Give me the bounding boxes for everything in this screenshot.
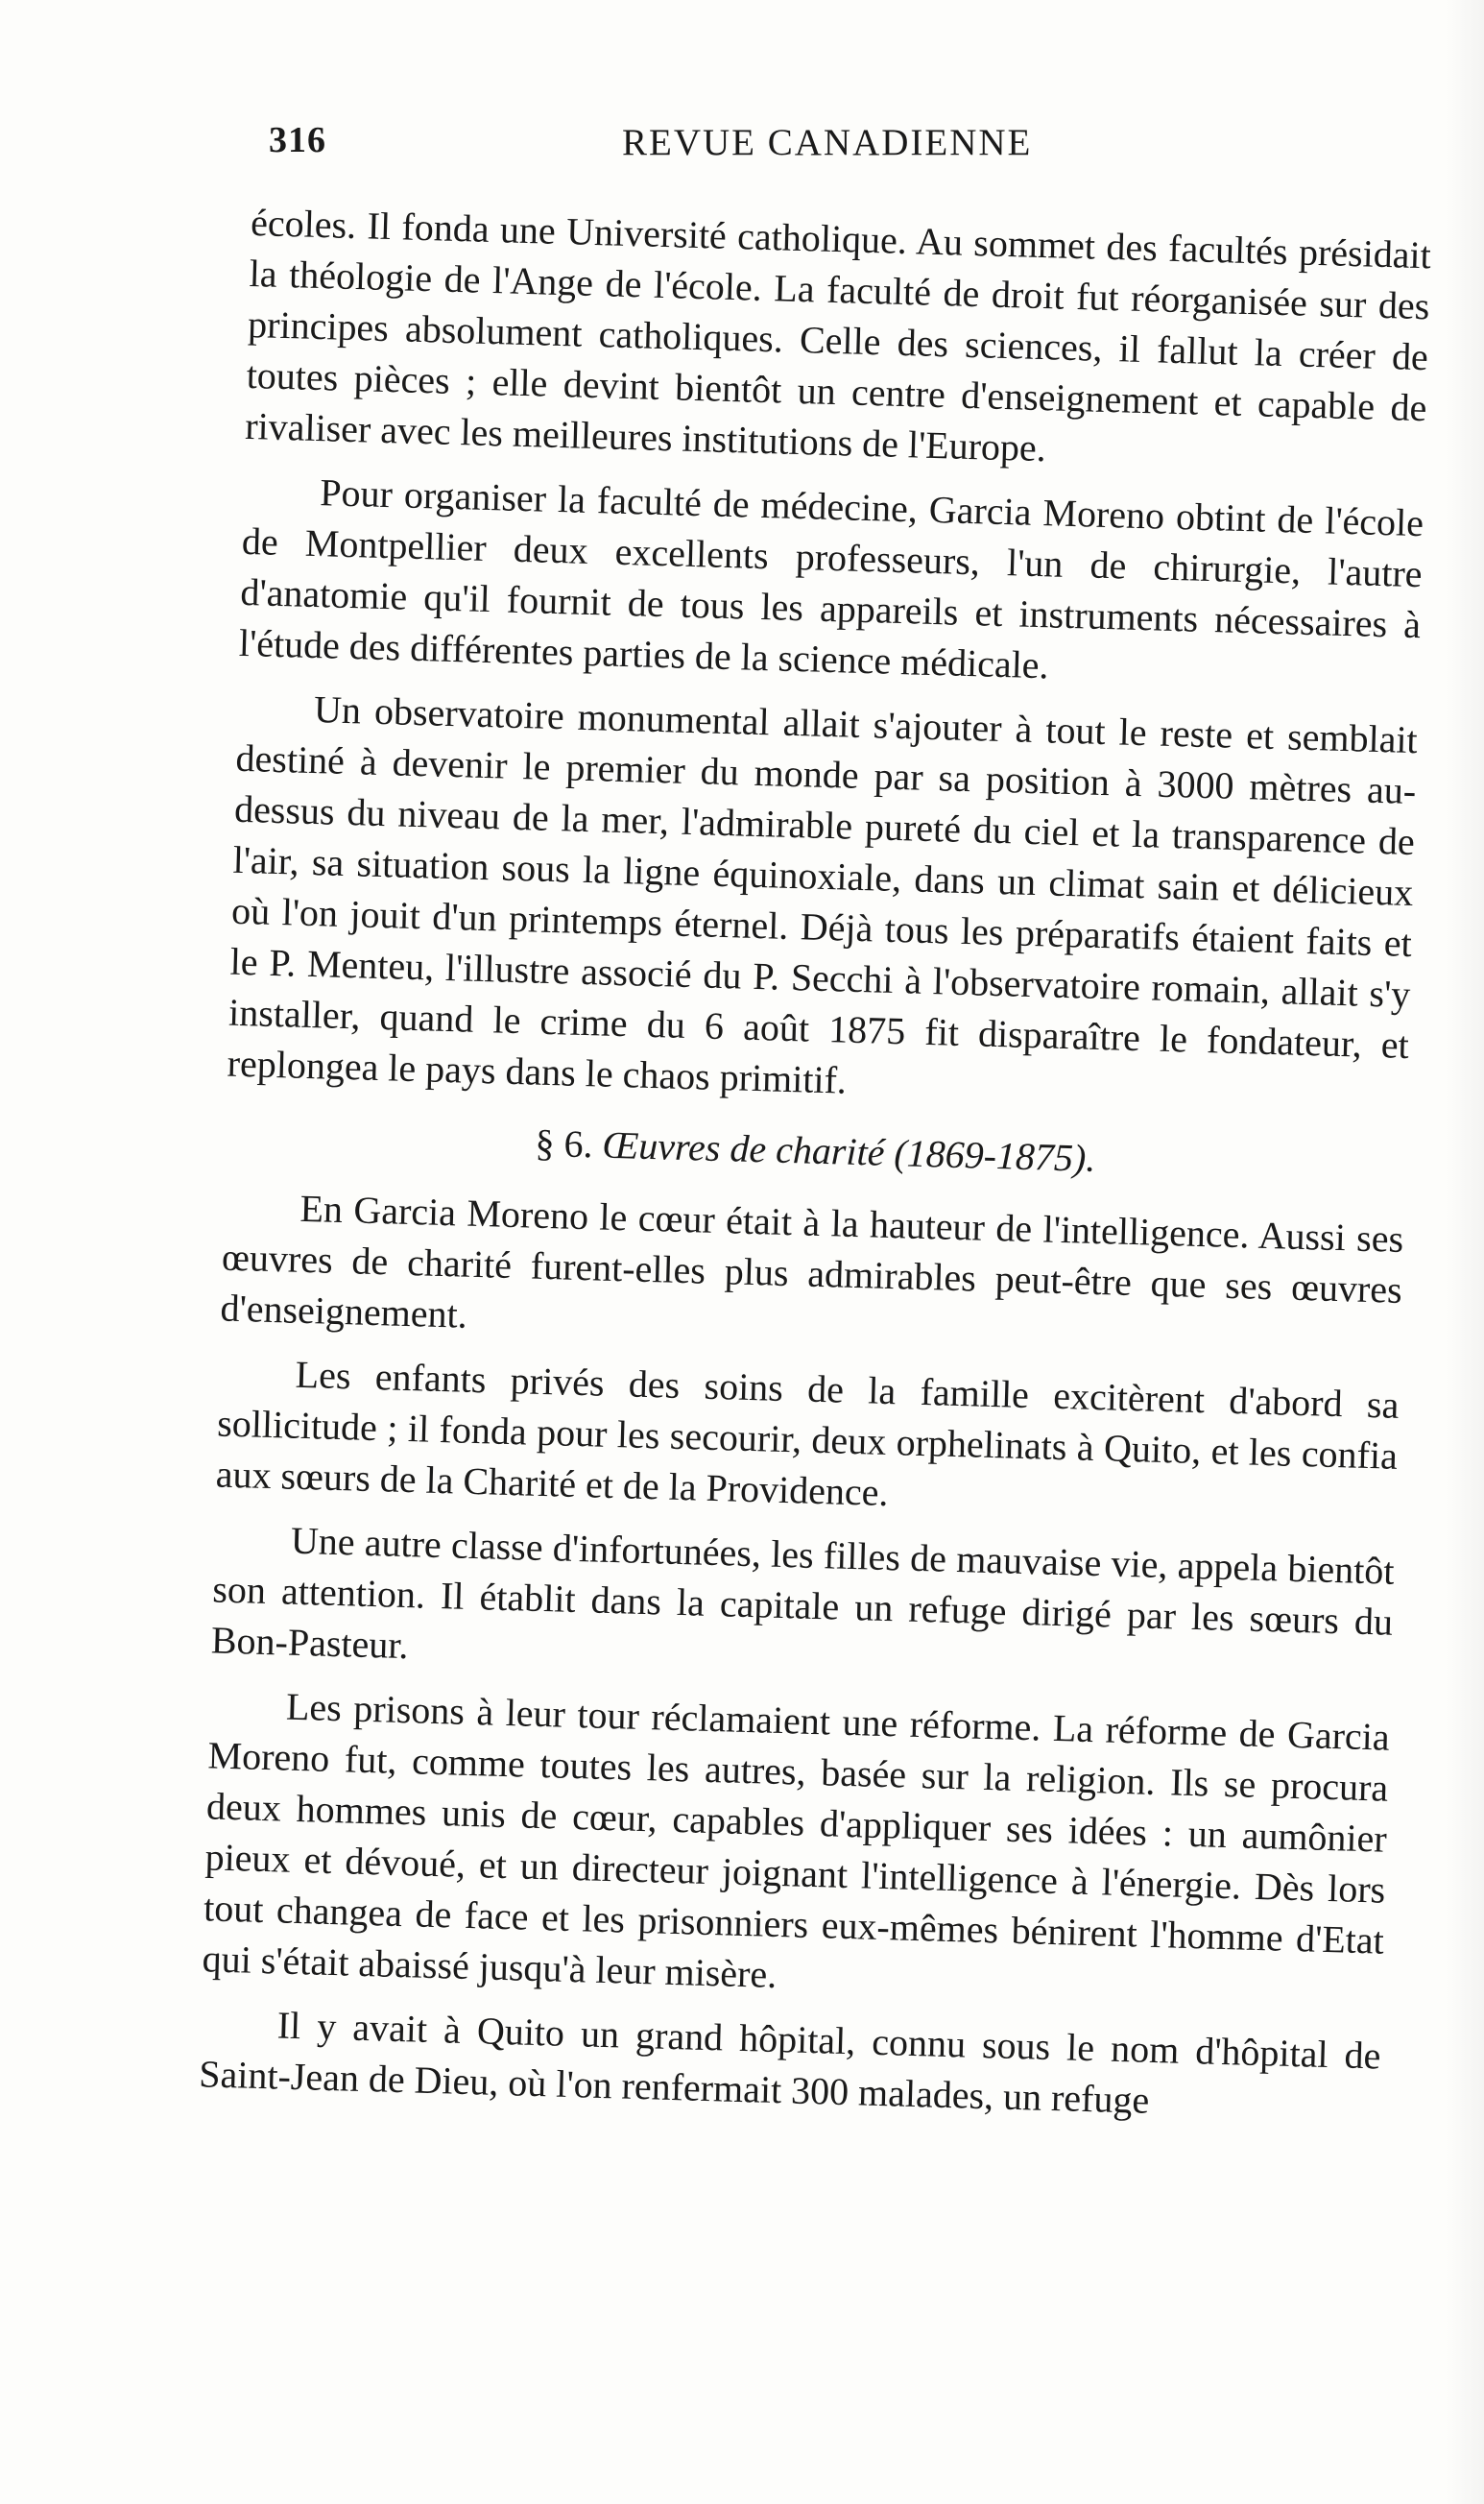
paragraph: Pour organiser la faculté de médecine, Garcia Moreno obtint de l'école de Montpellier deux excellents professeurs, l'un de chirurgie, l'autre d'anatomie qu'il fournit de tous les appareils et instruments nécessaires à l'étude des différentes parties de la science médicale.	[238, 470, 1424, 687]
paragraph: Les enfants privés des soins de la famille excitèrent d'abord sa sollicitude ; il fonda pour les secourir, deux orphelinats à Quito, et les confia aux sœurs de la Charité et de la Providence.	[215, 1352, 1400, 1515]
page-number: 316	[269, 120, 326, 160]
paragraph: En Garcia Moreno le cœur était à la hauteur de l'intelligence. Aussi ses œuvres de charité furent-elles plus admirables peut-être que ses œuvres d'enseignement.	[220, 1186, 1404, 1336]
paragraph: Une autre classe d'infortunées, les filles de mauvaise vie, appela bientôt son attention. Il établit dans la capitale un refuge dirigé par les sœurs du Bon-Pasteur.	[210, 1518, 1396, 1668]
section-heading	[225, 1106, 1406, 1196]
page-edge	[1446, 0, 1484, 2504]
body-text	[198, 197, 1431, 2146]
paragraph: Les prisons à leur tour réclamaient une réforme. La réforme de Garcia Moreno fut, comme toutes les autres, basée sur la religion. Ils se procura deux hommes unis de cœur, capables d'appliquer ses idées : un aumônier pieux et dévoué, et un directeur joignant l'intelligence à l'énergie. Dès lors tout changea de face et les prisonniers eux-mêmes bénirent l'homme d'Etat qui s'était abaissé jusqu'à leur misère.	[202, 1684, 1391, 1996]
section-title: Œuvres de charité (1869-1875).	[601, 1122, 1096, 1180]
paragraph: Il y avait à Quito un grand hôpital, connu sous le nom d'hôpital de Saint-Jean de Dieu, où l'on renfermait 300 malades, un refuge	[198, 2003, 1382, 2122]
running-title: REVUE CANADIENNE	[622, 122, 1033, 163]
section-number: § 6.	[535, 1120, 594, 1167]
page-header	[257, 115, 1102, 173]
paragraph: Un observatoire monumental allait s'ajouter à tout le reste et semblait destiné à devenir le premier du monde par sa position à 3000 mètres au-dessus du niveau de la mer, l'admirable pureté du ciel et la transparence de l'air, sa situation sous la ligne équinoxiale, dans un climat sain et délicieux où l'on jouit d'un printemps éternel. Déjà tous les préparatifs étaient faits et le P. Menteu, l'illustre associé du P. Secchi à l'observatoire romain, allait s'y installer, quand le crime du 6 août 1875 fit disparaître le fondateur, et replongea le pays dans le chaos primitif.	[227, 687, 1419, 1102]
paragraph: écoles. Il fonda une Université catholique. Au sommet des facultés présidait la théologie de l'Ange de l'école. La faculté de droit fut réorganisée sur des principes absolument catholiques. Celle des sciences, il fallut la créer de toutes pièces ; elle devint bientôt un centre d'enseignement et capable de rivaliser avec les meilleures institutions de l'Europe.	[244, 200, 1432, 470]
